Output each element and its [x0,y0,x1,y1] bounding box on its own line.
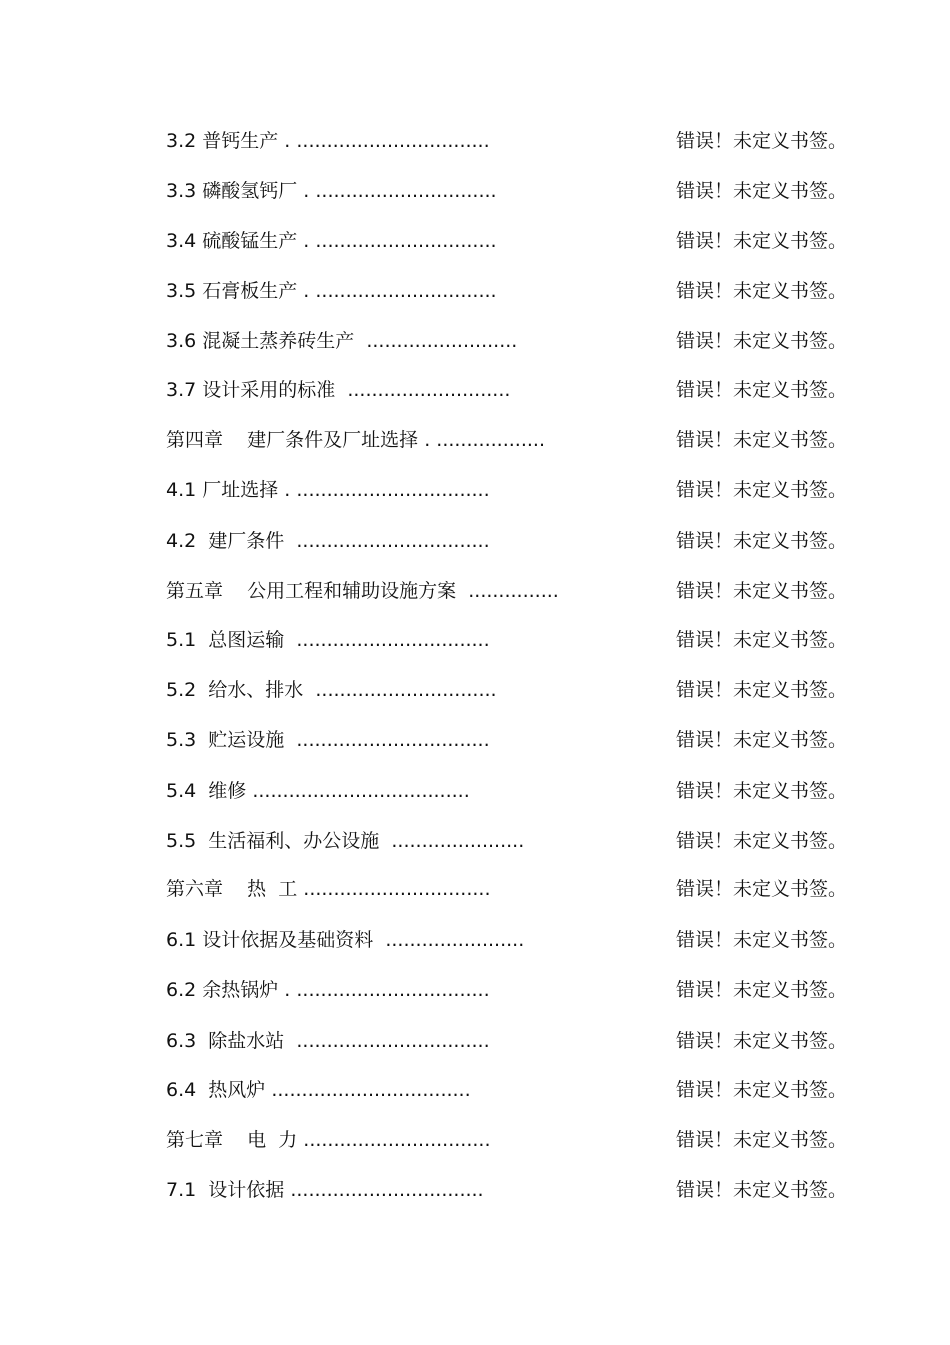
toc-entry-page-ref: 错误！未定义书签。 [676,330,848,352]
toc-entry[interactable] [166,1075,866,1105]
toc-entry[interactable] [166,725,866,755]
toc-entry-title: 5.2 给水、排水 .............................. [166,679,497,701]
toc-entry[interactable] [166,925,866,955]
toc-entry[interactable] [166,826,866,856]
toc-entry[interactable] [166,126,866,156]
toc-entry-page-ref: 错误！未定义书签。 [676,379,848,401]
toc-entry[interactable] [166,475,866,505]
toc-entry-title: 3.2 普钙生产 . ................................ [166,130,490,152]
toc-entry-title: 6.3 除盐水站 ................................ [166,1030,490,1052]
toc-entry-title: 3.7 设计采用的标准 ........................... [166,379,511,401]
toc-entry-page-ref: 错误！未定义书签。 [676,979,848,1001]
toc-entry-title: 4.2 建厂条件 ................................ [166,530,490,552]
toc-entry-title: 3.4 硫酸锰生产 . .............................. [166,230,497,252]
toc-entry-title: 第四章 建厂条件及厂址选择 . .................. [166,429,545,451]
toc-entry[interactable] [166,874,866,904]
toc-entry-page-ref: 错误！未定义书签。 [676,629,848,651]
toc-entry[interactable] [166,226,866,256]
toc-entry-page-ref: 错误！未定义书签。 [676,830,848,852]
toc-entry-page-ref: 错误！未定义书签。 [676,180,848,202]
toc-entry-title: 6.1 设计依据及基础资料 ....................... [166,929,525,951]
toc-entry-page-ref: 错误！未定义书签。 [676,780,848,802]
toc-entry-title: 3.6 混凝土蒸养砖生产 ......................... [166,330,518,352]
toc-entry-page-ref: 错误！未定义书签。 [676,1030,848,1052]
toc-entry[interactable] [166,776,866,806]
toc-entry-page-ref: 错误！未定义书签。 [676,878,848,900]
toc-entry-page-ref: 错误！未定义书签。 [676,679,848,701]
toc-entry-page-ref: 错误！未定义书签。 [676,729,848,751]
toc-entry-page-ref: 错误！未定义书签。 [676,230,848,252]
toc-entry-title: 4.1 厂址选择 . ................................ [166,479,490,501]
toc-entry-page-ref: 错误！未定义书签。 [676,280,848,302]
toc-entry-page-ref: 错误！未定义书签。 [676,929,848,951]
toc-entry-page-ref: 错误！未定义书签。 [676,429,848,451]
toc-entry-title: 3.3 磷酸氢钙厂 . .............................. [166,180,497,202]
toc-entry[interactable] [166,276,866,306]
toc-entry-page-ref: 错误！未定义书签。 [676,580,848,602]
toc-entry-page-ref: 错误！未定义书签。 [676,130,848,152]
toc-entry-page-ref: 错误！未定义书签。 [676,1129,848,1151]
toc-entry-title: 6.4 热风炉 ................................. [166,1079,471,1101]
toc-entry-title: 5.4 维修 .................................... [166,780,470,802]
toc-entry-page-ref: 错误！未定义书签。 [676,530,848,552]
toc-entry-title: 5.3 贮运设施 ................................ [166,729,490,751]
toc-entry-title: 3.5 石膏板生产 . .............................. [166,280,497,302]
toc-entry[interactable] [166,526,866,556]
toc-entry[interactable] [166,1026,866,1056]
toc-entry-title: 第六章 热 工 ............................... [166,878,491,900]
toc-entry[interactable] [166,326,866,356]
toc-entry-title: 第七章 电 力 ............................... [166,1129,491,1151]
toc-entry-page-ref: 错误！未定义书签。 [676,1079,848,1101]
toc-entry[interactable] [166,176,866,206]
toc-entry[interactable] [166,675,866,705]
toc-entry-title: 6.2 余热锅炉 . ................................ [166,979,490,1001]
toc-entry[interactable] [166,576,866,606]
toc-entry[interactable] [166,425,866,455]
toc-entry-page-ref: 错误！未定义书签。 [676,1179,848,1201]
toc-entry-title: 5.5 生活福利、办公设施 ...................... [166,830,525,852]
toc-entry-page-ref: 错误！未定义书签。 [676,479,848,501]
toc-entry[interactable] [166,1175,866,1205]
toc-entry[interactable] [166,375,866,405]
toc-entry-title: 5.1 总图运输 ................................ [166,629,490,651]
toc-entry[interactable] [166,625,866,655]
toc-entry[interactable] [166,1125,866,1155]
toc-entry[interactable] [166,975,866,1005]
toc-entry-title: 第五章 公用工程和辅助设施方案 ............... [166,580,559,602]
toc-entry-title: 7.1 设计依据 ................................ [166,1179,484,1201]
